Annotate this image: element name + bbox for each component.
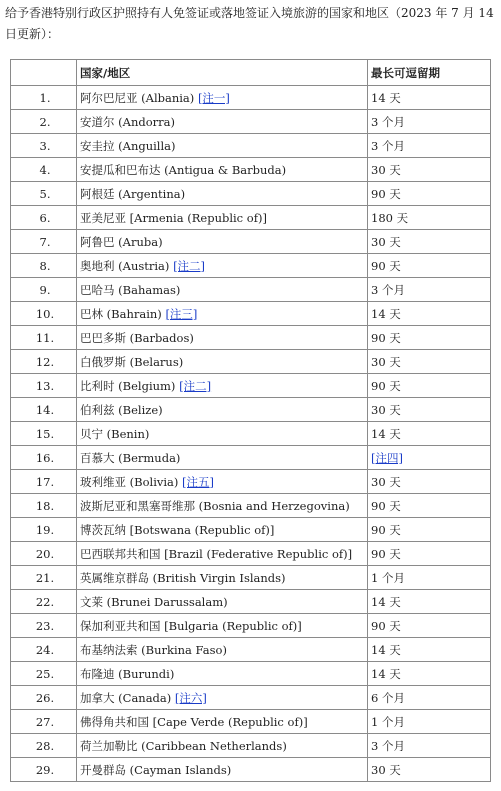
country-name: 佛得角共和国 [Cape Verde (Republic of)] [80,714,308,729]
country-name: 阿根廷 (Argentina) [80,186,186,201]
country-name: 安道尔 (Andorra) [80,114,175,129]
country-name: 巴西联邦共和国 [Brazil (Federative Republic of)] [80,546,353,561]
row-number: 4. [11,158,77,182]
stay-cell [368,398,491,422]
country-cell [77,278,368,302]
country-cell [77,662,368,686]
country-name: 开曼群岛 (Cayman Islands) [80,762,232,777]
stay-value: 90 天 [371,546,401,561]
country-cell [77,590,368,614]
stay-cell [368,638,491,662]
country-cell [77,686,368,710]
row-number: 24. [11,638,77,662]
row-number: 5. [11,182,77,206]
country-name: 加拿大 (Canada) [80,690,172,705]
stay-cell [368,710,491,734]
stay-cell [368,374,491,398]
stay-cell [368,446,491,470]
stay-cell [368,494,491,518]
country-cell [77,518,368,542]
header-country: 国家/地区 [77,60,368,86]
country-cell [77,350,368,374]
stay-cell [368,734,491,758]
footnote-link[interactable]: [注三] [165,306,198,321]
country-name: 博茨瓦纳 [Botswana (Republic of)] [80,522,275,537]
row-number: 18. [11,494,77,518]
row-number: 13. [11,374,77,398]
stay-cell [368,758,491,782]
stay-value: 30 天 [371,162,401,177]
footnote-link[interactable]: [注五] [182,474,215,489]
stay-value: 3 个月 [371,114,405,129]
table-row [11,326,491,350]
table-row [11,590,491,614]
stay-cell [368,590,491,614]
country-cell [77,638,368,662]
row-number: 9. [11,278,77,302]
country-cell [77,614,368,638]
country-cell [77,374,368,398]
stay-cell [368,206,491,230]
row-number: 14. [11,398,77,422]
header-number [11,60,77,86]
country-name: 阿鲁巴 (Aruba) [80,234,163,249]
table-row [11,734,491,758]
table-row [11,182,491,206]
stay-value: 3 个月 [371,282,405,297]
stay-value: 3 个月 [371,138,405,153]
country-cell [77,734,368,758]
stay-cell [368,134,491,158]
stay-cell [368,518,491,542]
stay-value: 14 天 [371,90,401,105]
row-number: 1. [11,86,77,110]
stay-value: 14 天 [371,426,401,441]
table-row [11,302,491,326]
row-number: 27. [11,710,77,734]
table-row [11,86,491,110]
stay-cell [368,470,491,494]
row-number: 21. [11,566,77,590]
footnote-link[interactable]: [注二] [173,258,206,273]
stay-value: 14 天 [371,666,401,681]
stay-cell [368,254,491,278]
country-name: 布基纳法索 (Burkina Faso) [80,642,227,657]
table-row [11,398,491,422]
country-cell [77,542,368,566]
stay-value: 30 天 [371,402,401,417]
table-row [11,470,491,494]
stay-value: 30 天 [371,474,401,489]
stay-value: 30 天 [371,762,401,777]
row-number: 11. [11,326,77,350]
country-name: 巴哈马 (Bahamas) [80,282,181,297]
country-name: 贝宁 (Benin) [80,426,150,441]
stay-cell [368,230,491,254]
country-name: 保加利亚共和国 [Bulgaria (Republic of)] [80,618,302,633]
table-row [11,374,491,398]
row-number: 19. [11,518,77,542]
table-row [11,662,491,686]
table-row [11,614,491,638]
country-cell [77,446,368,470]
stay-value: 90 天 [371,498,401,513]
table-row [11,518,491,542]
stay-value: 90 天 [371,618,401,633]
country-cell [77,422,368,446]
table-row [11,230,491,254]
stay-cell [368,662,491,686]
stay-value: 30 天 [371,234,401,249]
stay-value: 14 天 [371,642,401,657]
country-cell [77,206,368,230]
country-name: 波斯尼亚和黑塞哥维那 (Bosnia and Herzegovina) [80,498,350,513]
country-cell [77,326,368,350]
stay-cell [368,302,491,326]
stay-value: 6 个月 [371,690,405,705]
row-number: 16. [11,446,77,470]
row-number: 8. [11,254,77,278]
row-number: 3. [11,134,77,158]
country-name: 英属维京群岛 (British Virgin Islands) [80,570,286,585]
country-name: 文莱 (Brunei Darussalam) [80,594,228,609]
country-name: 伯利兹 (Belize) [80,402,163,417]
stay-footnote-link[interactable]: [注四] [371,450,403,465]
header-stay: 最长可逗留期 [368,60,491,86]
stay-value: 14 天 [371,594,401,609]
stay-value: 14 天 [371,306,401,321]
row-number: 7. [11,230,77,254]
country-cell [77,470,368,494]
row-number: 6. [11,206,77,230]
row-number: 25. [11,662,77,686]
stay-cell [368,326,491,350]
country-cell [77,398,368,422]
stay-cell [368,158,491,182]
country-name: 安圭拉 (Anguilla) [80,138,176,153]
footnote-link[interactable]: [注一] [197,90,230,105]
table-row [11,350,491,374]
row-number: 28. [11,734,77,758]
country-cell [77,158,368,182]
stay-cell [368,350,491,374]
table-row [11,422,491,446]
country-name: 玻利维亚 (Bolivia) [80,474,179,489]
table-header-row [11,60,491,86]
stay-cell [368,686,491,710]
country-cell [77,254,368,278]
country-cell [77,710,368,734]
country-name: 巴巴多斯 (Barbados) [80,330,194,345]
country-cell [77,494,368,518]
footnote-link[interactable]: [注六] [174,690,207,705]
table-row [11,206,491,230]
footnote-link[interactable]: [注二] [179,378,212,393]
stay-value: 180 天 [371,210,409,225]
table-row [11,278,491,302]
country-cell [77,302,368,326]
row-number: 23. [11,614,77,638]
table-row [11,566,491,590]
country-name: 奥地利 (Austria) [80,258,170,273]
country-name: 阿尔巴尼亚 (Albania) [80,90,195,105]
stay-value: 90 天 [371,522,401,537]
row-number: 29. [11,758,77,782]
table-row [11,254,491,278]
stay-cell [368,278,491,302]
table-row [11,446,491,470]
country-name: 安提瓜和巴布达 (Antigua & Barbuda) [80,162,287,177]
visa-free-table [10,59,491,782]
country-name: 巴林 (Bahrain) [80,306,162,321]
country-cell [77,110,368,134]
country-cell [77,134,368,158]
stay-value: 90 天 [371,186,401,201]
stay-value: 90 天 [371,330,401,345]
table-row [11,710,491,734]
country-cell [77,182,368,206]
table-row [11,134,491,158]
country-cell [77,86,368,110]
stay-value: 3 个月 [371,738,405,753]
row-number: 20. [11,542,77,566]
row-number: 15. [11,422,77,446]
stay-value: 1 个月 [371,714,405,729]
table-row [11,494,491,518]
country-name: 荷兰加勒比 (Caribbean Netherlands) [80,738,287,753]
row-number: 17. [11,470,77,494]
country-name: 亚美尼亚 [Armenia (Republic of)] [80,210,267,225]
stay-value: 90 天 [371,258,401,273]
stay-cell [368,542,491,566]
stay-value: 90 天 [371,378,401,393]
country-cell [77,566,368,590]
row-number: 2. [11,110,77,134]
table-row [11,638,491,662]
stay-value: 1 个月 [371,570,405,585]
stay-cell [368,110,491,134]
stay-cell [368,422,491,446]
country-name: 百慕大 (Bermuda) [80,450,181,465]
country-name: 白俄罗斯 (Belarus) [80,354,184,369]
table-row [11,542,491,566]
table-row [11,758,491,782]
stay-cell [368,182,491,206]
row-number: 12. [11,350,77,374]
country-cell [77,230,368,254]
intro-text: 给予香港特别行政区护照持有人免签证或落地签证入境旅游的国家和地区（2023 年 7 月 14 日更新）： [5,6,494,41]
country-name: 布隆迪 (Burundi) [80,666,175,681]
country-name: 比利时 (Belgium) [80,378,176,393]
table-row [11,686,491,710]
row-number: 10. [11,302,77,326]
stay-value: 30 天 [371,354,401,369]
row-number: 22. [11,590,77,614]
table-row [11,110,491,134]
row-number: 26. [11,686,77,710]
stay-cell [368,614,491,638]
stay-cell [368,566,491,590]
table-row [11,158,491,182]
stay-cell [368,86,491,110]
country-cell [77,758,368,782]
